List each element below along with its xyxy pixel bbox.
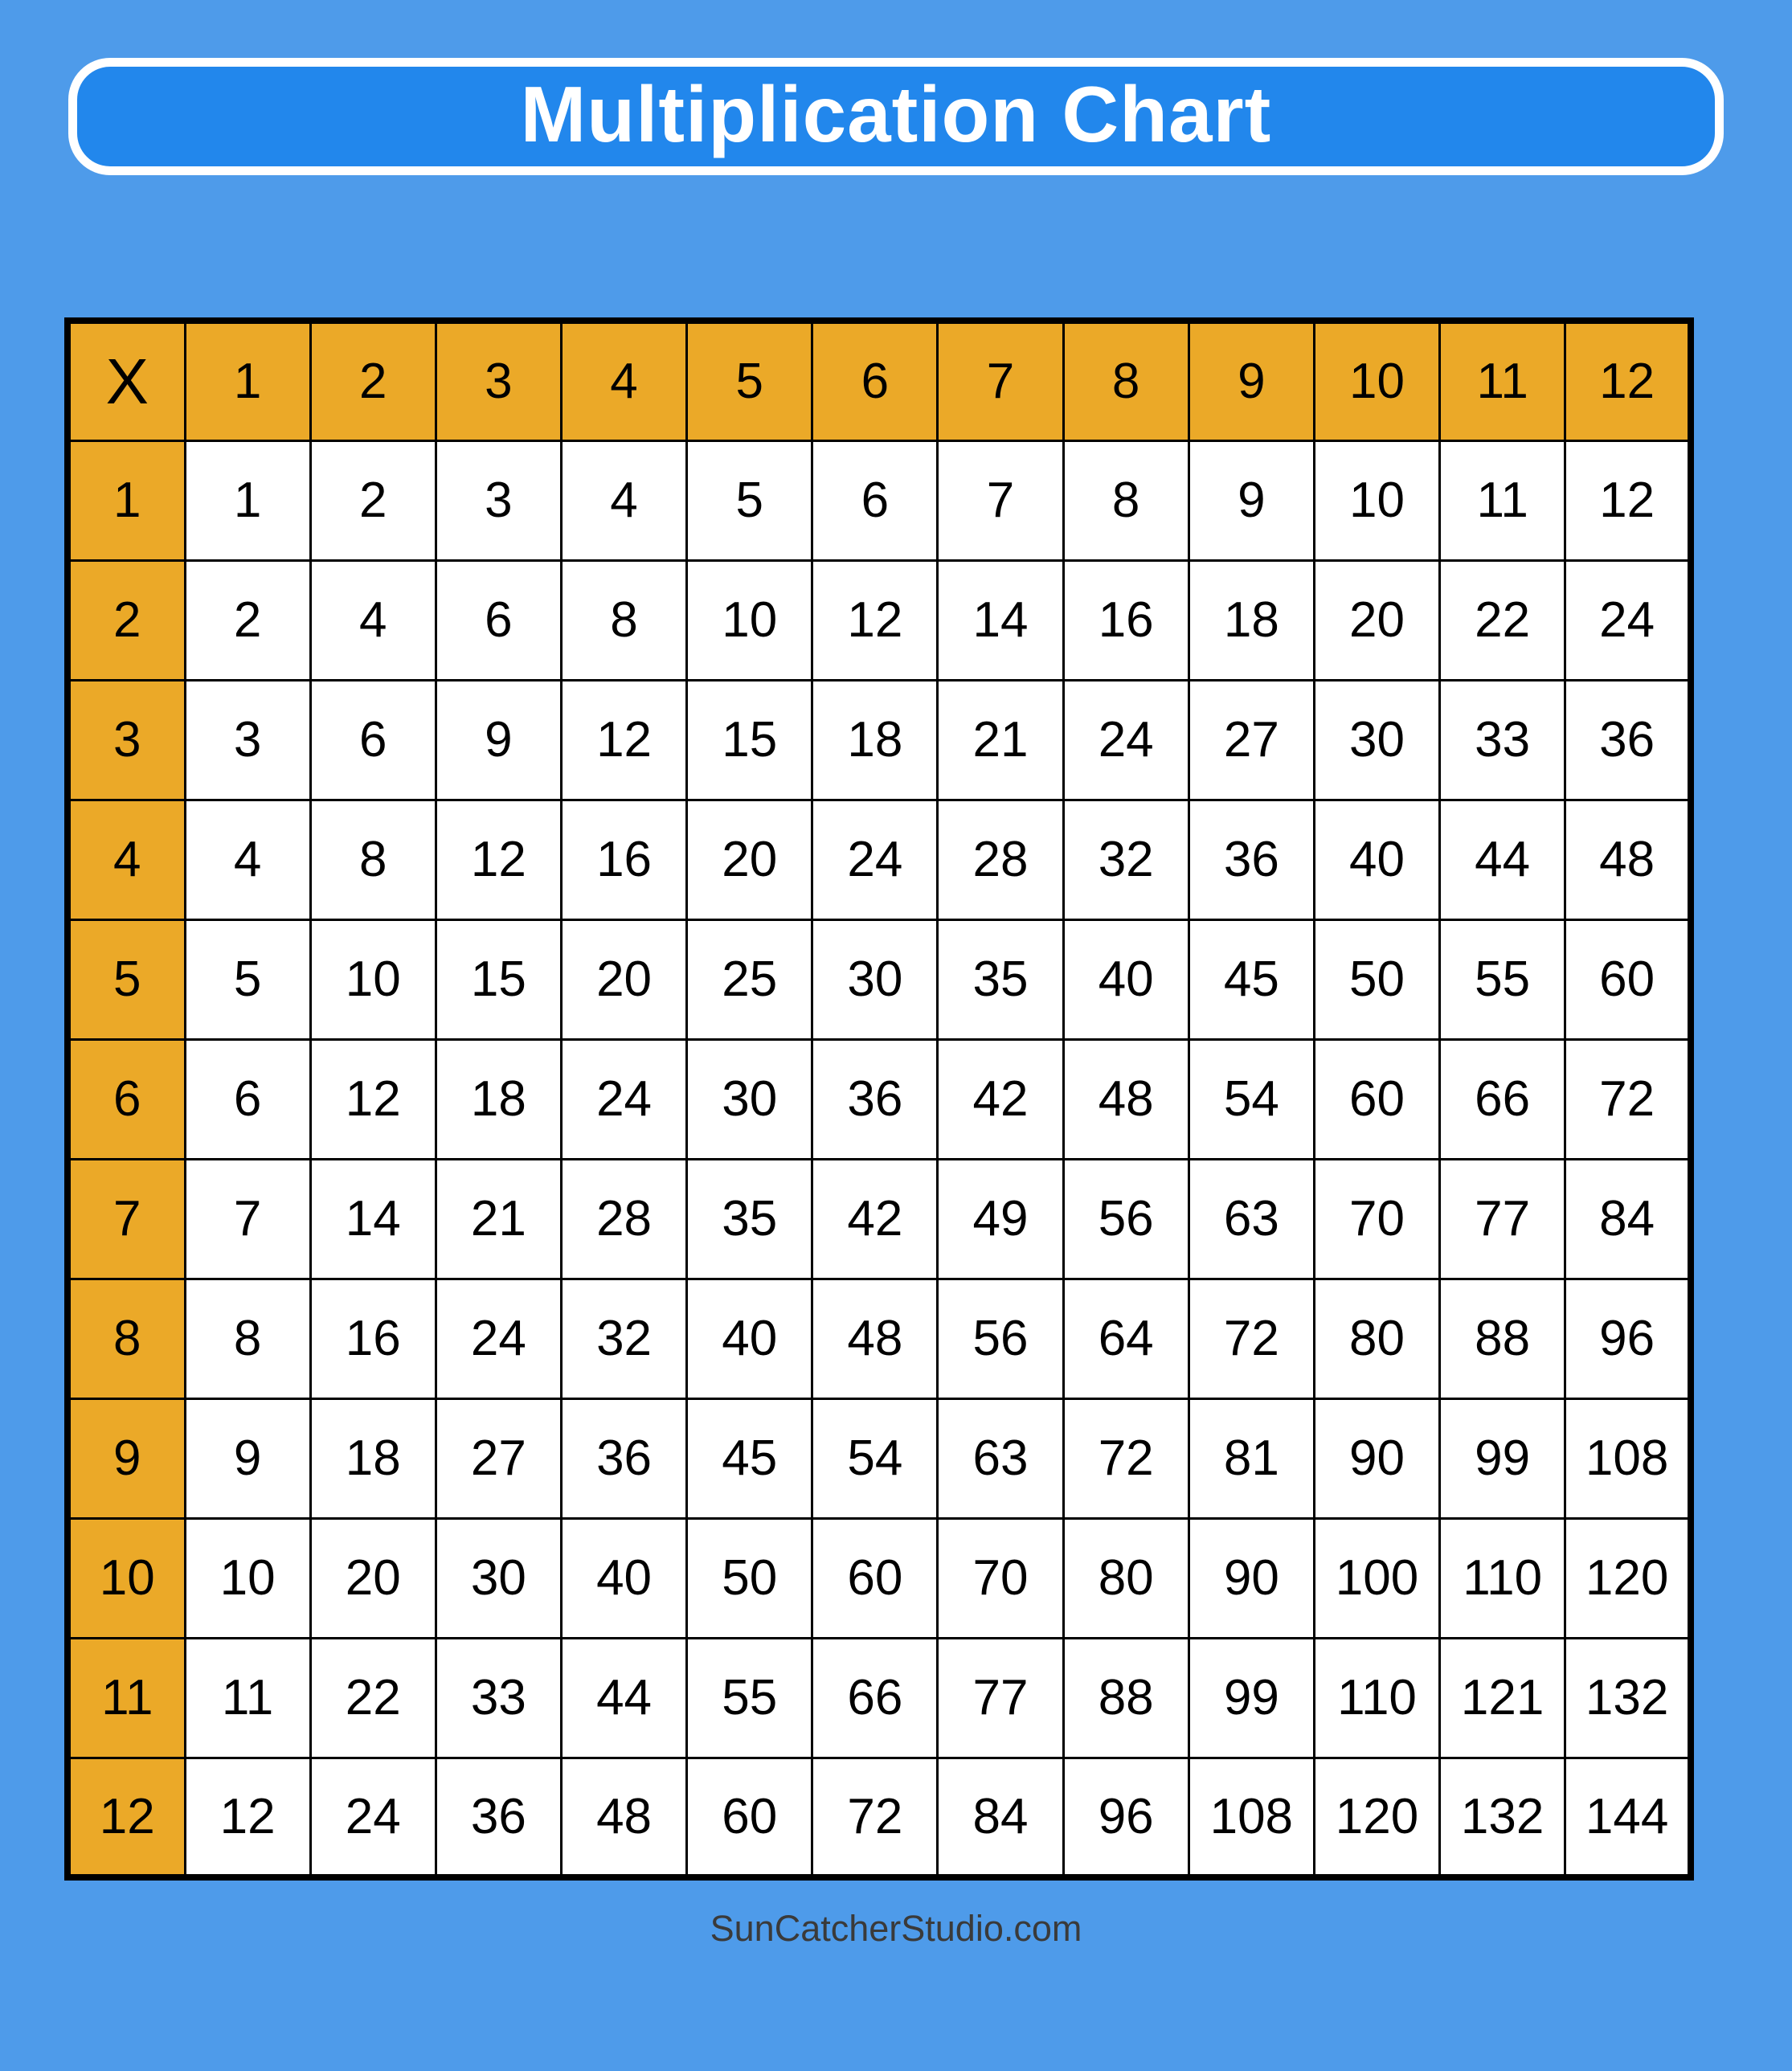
product-cell: 144 [1565, 1758, 1691, 1877]
product-cell: 40 [561, 1518, 686, 1638]
product-cell: 10 [310, 919, 436, 1039]
product-cell: 8 [310, 800, 436, 919]
product-cell: 18 [436, 1039, 561, 1159]
product-cell: 120 [1565, 1518, 1691, 1638]
table-row [68, 560, 1691, 680]
product-cell: 96 [1565, 1279, 1691, 1398]
product-cell: 110 [1440, 1518, 1565, 1638]
table-row [68, 1758, 1691, 1877]
product-cell: 24 [1063, 680, 1189, 800]
product-cell: 6 [812, 440, 938, 560]
product-cell: 4 [561, 440, 686, 560]
product-cell: 10 [1314, 440, 1439, 560]
product-cell: 36 [812, 1039, 938, 1159]
product-cell: 3 [185, 680, 310, 800]
product-cell: 99 [1440, 1398, 1565, 1518]
product-cell: 40 [1063, 919, 1189, 1039]
table-body [68, 440, 1691, 1877]
table-row [68, 1039, 1691, 1159]
product-cell: 24 [310, 1758, 436, 1877]
column-header-cell: 4 [561, 321, 686, 440]
product-cell: 32 [1063, 800, 1189, 919]
corner-cell: X [68, 321, 185, 440]
product-cell: 9 [1189, 440, 1314, 560]
product-cell: 36 [1189, 800, 1314, 919]
product-cell: 60 [1565, 919, 1691, 1039]
product-cell: 66 [1440, 1039, 1565, 1159]
product-cell: 27 [436, 1398, 561, 1518]
product-cell: 132 [1440, 1758, 1565, 1877]
product-cell: 2 [185, 560, 310, 680]
row-header-cell: 12 [68, 1758, 185, 1877]
product-cell: 42 [938, 1039, 1063, 1159]
table-row [68, 1638, 1691, 1758]
product-cell: 16 [561, 800, 686, 919]
product-cell: 63 [1189, 1159, 1314, 1279]
table-row [68, 1159, 1691, 1279]
product-cell: 18 [812, 680, 938, 800]
product-cell: 48 [1565, 800, 1691, 919]
product-cell: 120 [1314, 1758, 1439, 1877]
product-cell: 30 [812, 919, 938, 1039]
column-header-cell: 8 [1063, 321, 1189, 440]
page-title: Multiplication Chart [520, 70, 1272, 158]
product-cell: 36 [1565, 680, 1691, 800]
product-cell: 3 [436, 440, 561, 560]
column-header-cell: 3 [436, 321, 561, 440]
product-cell: 14 [310, 1159, 436, 1279]
row-header-cell: 6 [68, 1039, 185, 1159]
product-cell: 21 [938, 680, 1063, 800]
table-row [68, 1279, 1691, 1398]
product-cell: 60 [812, 1518, 938, 1638]
product-cell: 28 [938, 800, 1063, 919]
product-cell: 84 [1565, 1159, 1691, 1279]
product-cell: 48 [812, 1279, 938, 1398]
product-cell: 81 [1189, 1398, 1314, 1518]
column-header-cell: 5 [687, 321, 812, 440]
product-cell: 32 [561, 1279, 686, 1398]
product-cell: 90 [1314, 1398, 1439, 1518]
product-cell: 45 [1189, 919, 1314, 1039]
product-cell: 70 [1314, 1159, 1439, 1279]
product-cell: 24 [561, 1039, 686, 1159]
product-cell: 1 [185, 440, 310, 560]
product-cell: 72 [812, 1758, 938, 1877]
product-cell: 9 [436, 680, 561, 800]
product-cell: 108 [1565, 1398, 1691, 1518]
product-cell: 50 [1314, 919, 1439, 1039]
product-cell: 27 [1189, 680, 1314, 800]
product-cell: 10 [185, 1518, 310, 1638]
product-cell: 60 [687, 1758, 812, 1877]
column-header-cell: 6 [812, 321, 938, 440]
product-cell: 8 [1063, 440, 1189, 560]
product-cell: 88 [1063, 1638, 1189, 1758]
table-row [68, 1398, 1691, 1518]
product-cell: 56 [1063, 1159, 1189, 1279]
product-cell: 8 [185, 1279, 310, 1398]
column-header-cell: 7 [938, 321, 1063, 440]
product-cell: 45 [687, 1398, 812, 1518]
product-cell: 18 [1189, 560, 1314, 680]
row-header-cell: 2 [68, 560, 185, 680]
product-cell: 36 [561, 1398, 686, 1518]
product-cell: 6 [310, 680, 436, 800]
multiplication-table [64, 317, 1694, 1881]
product-cell: 33 [1440, 680, 1565, 800]
header-row [68, 321, 1691, 440]
product-cell: 8 [561, 560, 686, 680]
column-header-cell: 2 [310, 321, 436, 440]
product-cell: 64 [1063, 1279, 1189, 1398]
product-cell: 72 [1565, 1039, 1691, 1159]
product-cell: 7 [185, 1159, 310, 1279]
product-cell: 12 [185, 1758, 310, 1877]
product-cell: 24 [1565, 560, 1691, 680]
product-cell: 12 [812, 560, 938, 680]
product-cell: 44 [1440, 800, 1565, 919]
product-cell: 77 [938, 1638, 1063, 1758]
product-cell: 21 [436, 1159, 561, 1279]
row-header-cell: 7 [68, 1159, 185, 1279]
row-header-cell: 5 [68, 919, 185, 1039]
product-cell: 33 [436, 1638, 561, 1758]
product-cell: 24 [812, 800, 938, 919]
column-header-cell: 1 [185, 321, 310, 440]
column-header-cell: 11 [1440, 321, 1565, 440]
table-header [68, 321, 1691, 440]
product-cell: 30 [436, 1518, 561, 1638]
product-cell: 90 [1189, 1518, 1314, 1638]
product-cell: 4 [185, 800, 310, 919]
title-banner [68, 58, 1724, 175]
product-cell: 55 [687, 1638, 812, 1758]
product-cell: 50 [687, 1518, 812, 1638]
product-cell: 80 [1063, 1518, 1189, 1638]
product-cell: 24 [436, 1279, 561, 1398]
product-cell: 2 [310, 440, 436, 560]
product-cell: 80 [1314, 1279, 1439, 1398]
product-cell: 6 [185, 1039, 310, 1159]
product-cell: 54 [812, 1398, 938, 1518]
product-cell: 70 [938, 1518, 1063, 1638]
product-cell: 35 [938, 919, 1063, 1039]
product-cell: 100 [1314, 1518, 1439, 1638]
product-cell: 84 [938, 1758, 1063, 1877]
product-cell: 20 [1314, 560, 1439, 680]
product-cell: 12 [310, 1039, 436, 1159]
product-cell: 66 [812, 1638, 938, 1758]
product-cell: 132 [1565, 1638, 1691, 1758]
product-cell: 14 [938, 560, 1063, 680]
product-cell: 12 [1565, 440, 1691, 560]
product-cell: 44 [561, 1638, 686, 1758]
page [0, 58, 1792, 2071]
table-row [68, 919, 1691, 1039]
product-cell: 16 [1063, 560, 1189, 680]
product-cell: 121 [1440, 1638, 1565, 1758]
product-cell: 56 [938, 1279, 1063, 1398]
product-cell: 35 [687, 1159, 812, 1279]
row-header-cell: 11 [68, 1638, 185, 1758]
product-cell: 28 [561, 1159, 686, 1279]
product-cell: 30 [1314, 680, 1439, 800]
column-header-cell: 10 [1314, 321, 1439, 440]
table-row [68, 1518, 1691, 1638]
table-row [68, 680, 1691, 800]
product-cell: 5 [185, 919, 310, 1039]
product-cell: 99 [1189, 1638, 1314, 1758]
row-header-cell: 4 [68, 800, 185, 919]
column-header-cell: 9 [1189, 321, 1314, 440]
product-cell: 10 [687, 560, 812, 680]
product-cell: 49 [938, 1159, 1063, 1279]
product-cell: 12 [561, 680, 686, 800]
product-cell: 22 [310, 1638, 436, 1758]
product-cell: 63 [938, 1398, 1063, 1518]
product-cell: 15 [687, 680, 812, 800]
row-header-cell: 3 [68, 680, 185, 800]
product-cell: 9 [185, 1398, 310, 1518]
product-cell: 20 [561, 919, 686, 1039]
row-header-cell: 9 [68, 1398, 185, 1518]
product-cell: 12 [436, 800, 561, 919]
column-header-cell: 12 [1565, 321, 1691, 440]
product-cell: 40 [687, 1279, 812, 1398]
product-cell: 30 [687, 1039, 812, 1159]
product-cell: 22 [1440, 560, 1565, 680]
product-cell: 25 [687, 919, 812, 1039]
product-cell: 108 [1189, 1758, 1314, 1877]
product-cell: 48 [1063, 1039, 1189, 1159]
product-cell: 77 [1440, 1159, 1565, 1279]
product-cell: 72 [1189, 1279, 1314, 1398]
product-cell: 20 [310, 1518, 436, 1638]
table-row [68, 440, 1691, 560]
product-cell: 40 [1314, 800, 1439, 919]
product-cell: 7 [938, 440, 1063, 560]
row-header-cell: 8 [68, 1279, 185, 1398]
product-cell: 16 [310, 1279, 436, 1398]
product-cell: 5 [687, 440, 812, 560]
product-cell: 42 [812, 1159, 938, 1279]
product-cell: 11 [1440, 440, 1565, 560]
product-cell: 11 [185, 1638, 310, 1758]
row-header-cell: 1 [68, 440, 185, 560]
product-cell: 55 [1440, 919, 1565, 1039]
product-cell: 54 [1189, 1039, 1314, 1159]
product-cell: 15 [436, 919, 561, 1039]
product-cell: 110 [1314, 1638, 1439, 1758]
product-cell: 72 [1063, 1398, 1189, 1518]
product-cell: 6 [436, 560, 561, 680]
product-cell: 48 [561, 1758, 686, 1877]
footer-credit: SunCatcherStudio.com [710, 1908, 1082, 1949]
product-cell: 36 [436, 1758, 561, 1877]
product-cell: 60 [1314, 1039, 1439, 1159]
product-cell: 96 [1063, 1758, 1189, 1877]
product-cell: 18 [310, 1398, 436, 1518]
product-cell: 88 [1440, 1279, 1565, 1398]
product-cell: 4 [310, 560, 436, 680]
row-header-cell: 10 [68, 1518, 185, 1638]
table-row [68, 800, 1691, 919]
product-cell: 20 [687, 800, 812, 919]
